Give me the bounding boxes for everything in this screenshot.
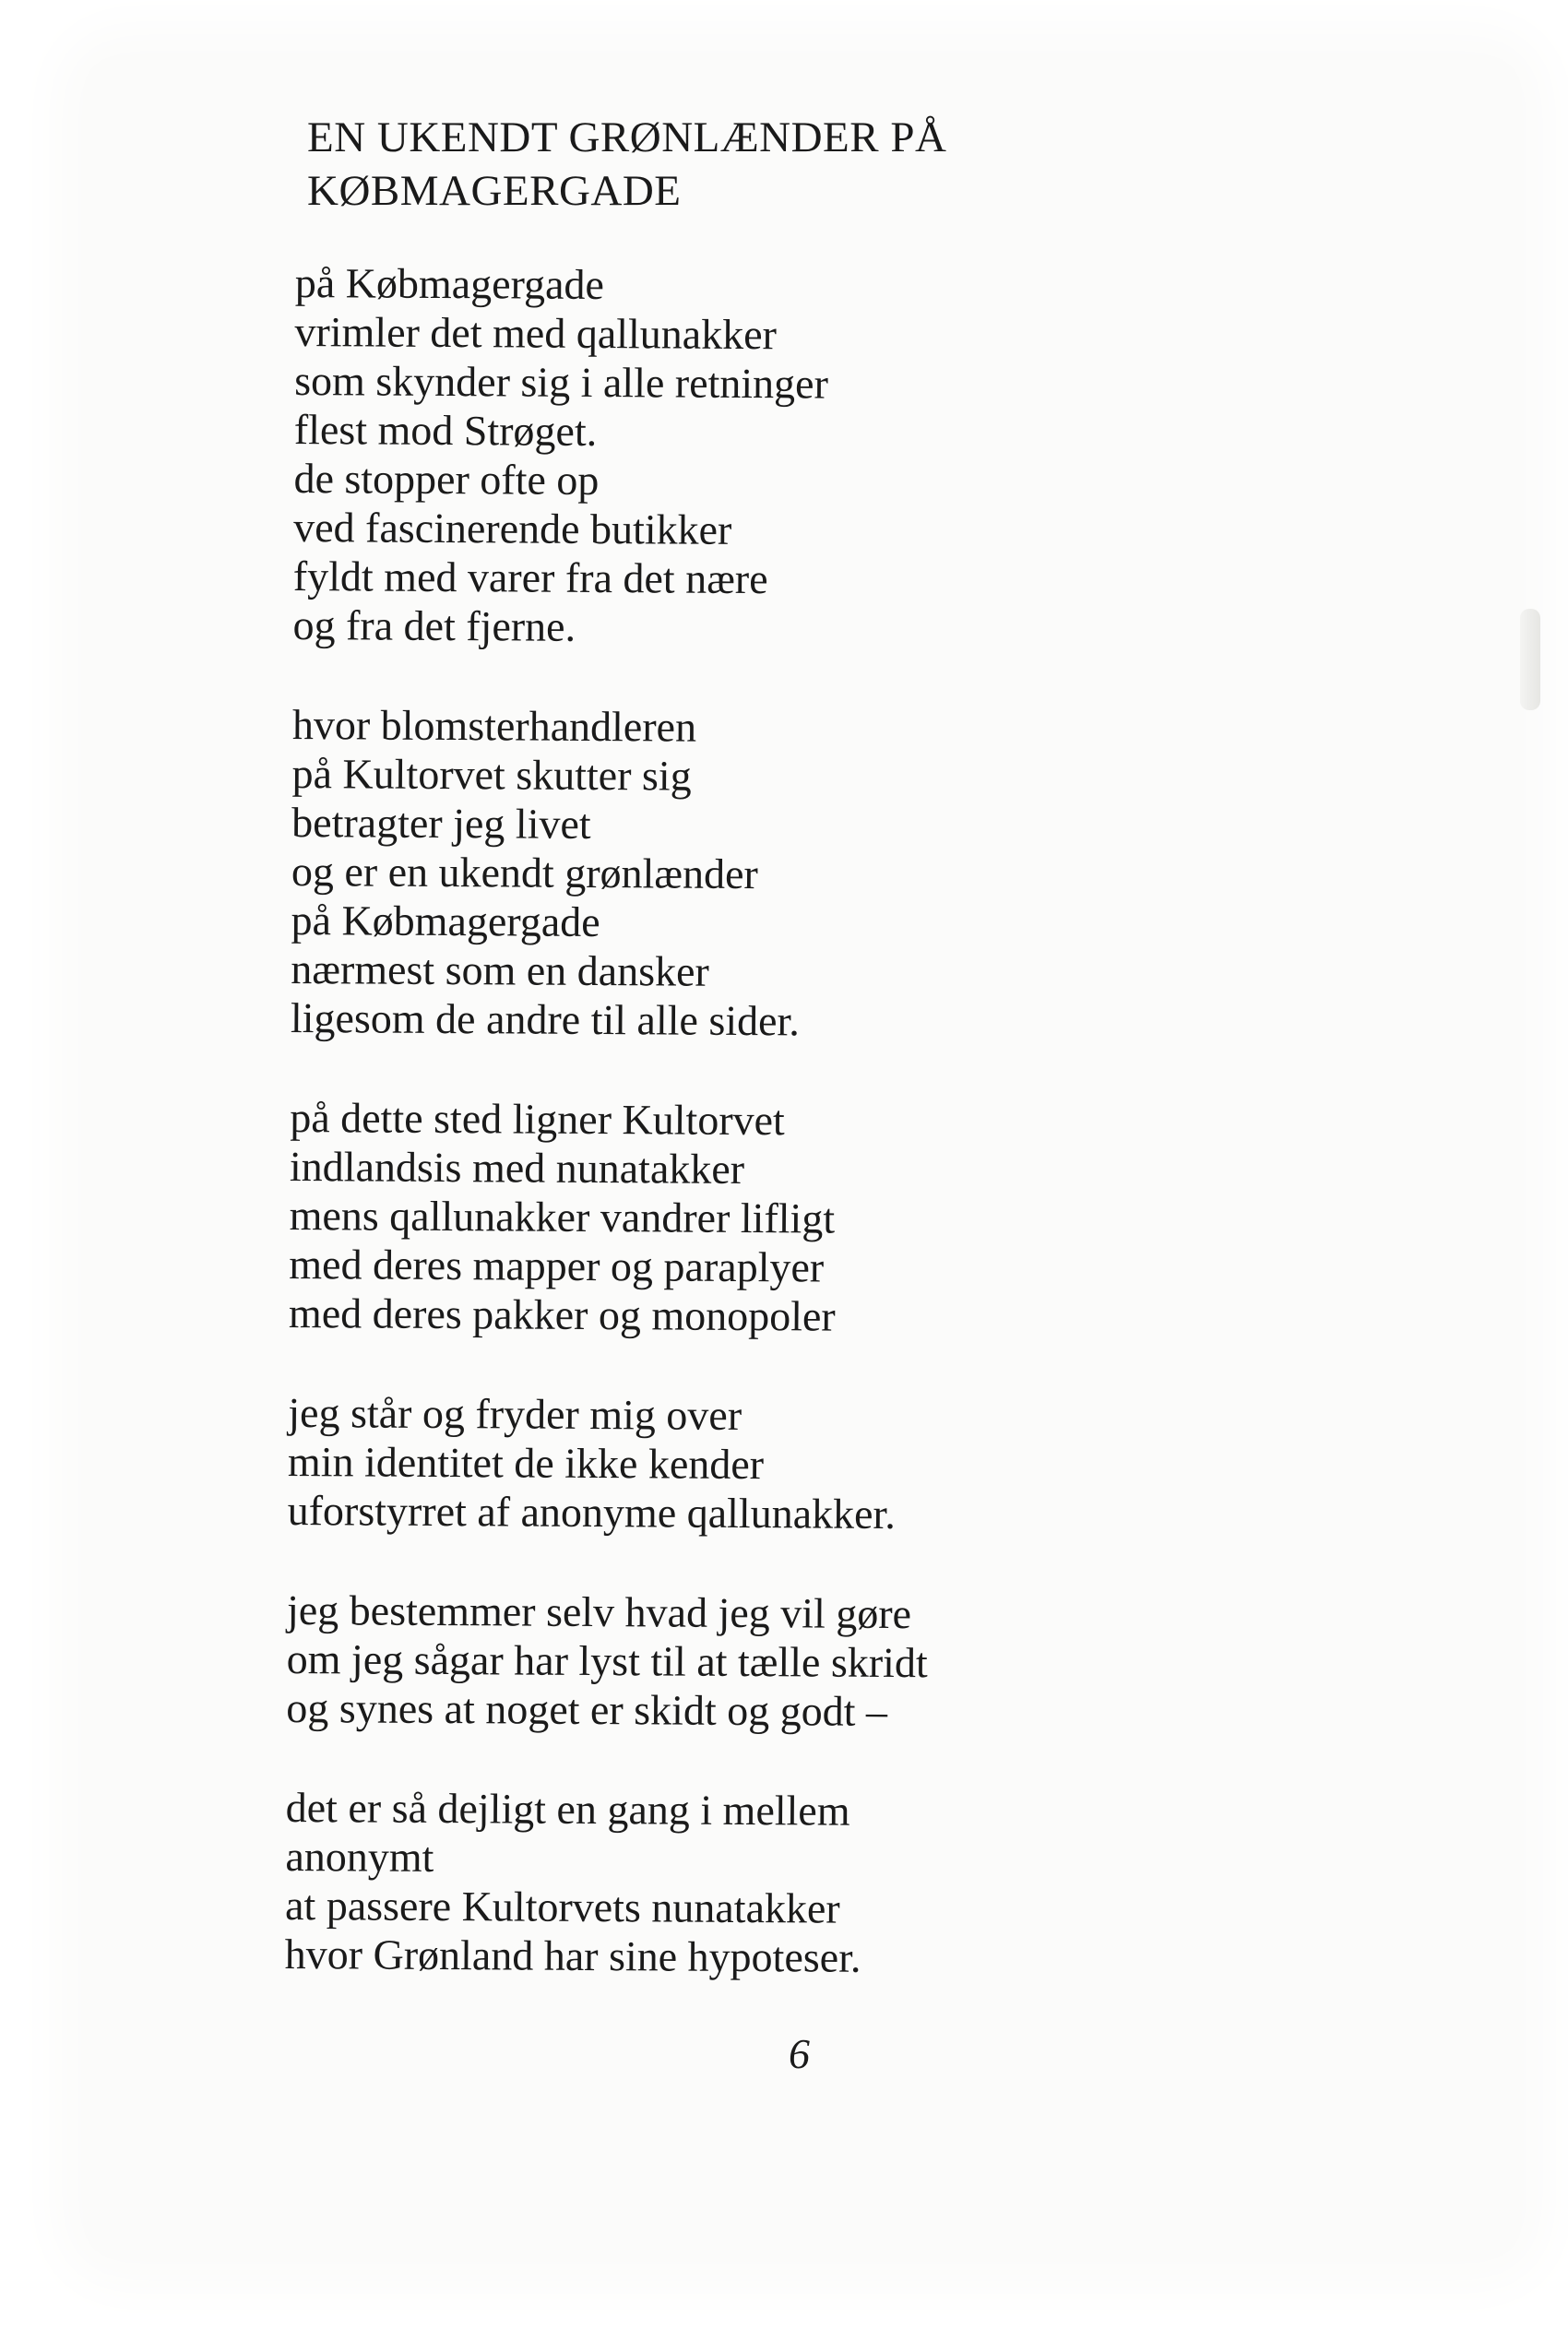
poem-line: og synes at noget er skidt og godt – — [286, 1683, 888, 1735]
poem-line: hvor Grønland har sine hypoteser. — [284, 1930, 861, 1981]
poem-line: på Kultorvet skutter sig — [291, 749, 692, 800]
poem-line: ligesom de andre til alle sider. — [290, 993, 800, 1045]
poem-title-line-2: KØBMAGERGADE — [307, 167, 682, 215]
poem-line: jeg bestemmer selv hvad jeg vil gøre — [286, 1586, 912, 1638]
poem-line: anonymt — [285, 1832, 434, 1881]
poem-line: mens qallunakker vandrer lifligt — [289, 1191, 836, 1242]
poem-line: som skynder sig i alle retninger — [294, 356, 829, 408]
poem-line: og er en ukendt grønlænder — [291, 847, 758, 898]
poem-line: på Købmagergade — [294, 258, 605, 309]
stanza — [286, 1586, 1301, 1739]
poem-line: jeg står og fryder mig over — [288, 1388, 742, 1439]
page-edge — [1520, 609, 1540, 710]
poem-line: uforstyrret af anonyme qallunakker. — [287, 1486, 896, 1538]
poem-line: det er så dejligt en gang i mellem — [285, 1783, 850, 1835]
stanza — [288, 1388, 1303, 1541]
stanza — [285, 1783, 1301, 1985]
poem-line: hvor blomsterhandleren — [291, 700, 697, 751]
poem-line: og fra det fjerne. — [292, 600, 576, 650]
poem-line: flest mod Strøget. — [293, 405, 598, 456]
poem-title — [307, 111, 1229, 218]
poem-line: at passere Kultorvets nunatakker — [284, 1881, 840, 1932]
poem-title-line-1: EN UKENDT GRØNLÆNDER PÅ — [307, 113, 947, 161]
poem-line: på dette sted ligner Kultorvet — [290, 1093, 785, 1145]
poem-line: med deres pakker og monopoler — [288, 1289, 836, 1340]
stanza — [291, 700, 1307, 1049]
stanza — [292, 258, 1310, 656]
poem-body — [284, 258, 1310, 2036]
poem-line: med deres mapper og paraplyer — [289, 1240, 825, 1291]
poem-line: vrimler det med qallunakker — [294, 307, 778, 359]
poem-line: fyldt med varer fra det nære — [292, 552, 768, 603]
poem-line: de stopper ofte op — [293, 454, 600, 505]
poem-line: om jeg sågar har lyst til at tælle skridt — [286, 1634, 928, 1687]
stanza — [289, 1093, 1305, 1344]
poem-line: på Købmagergade — [291, 896, 600, 946]
poem-line: indlandsis med nunatakker — [289, 1142, 745, 1193]
page-number: 6 — [789, 2030, 810, 2077]
poem-line: betragter jeg livet — [291, 798, 591, 848]
poem-line: ved fascinerende butikker — [293, 503, 732, 553]
poem-line: nærmest som en dansker — [291, 944, 709, 995]
poem-line: min identitet de ikke kender — [287, 1437, 765, 1489]
